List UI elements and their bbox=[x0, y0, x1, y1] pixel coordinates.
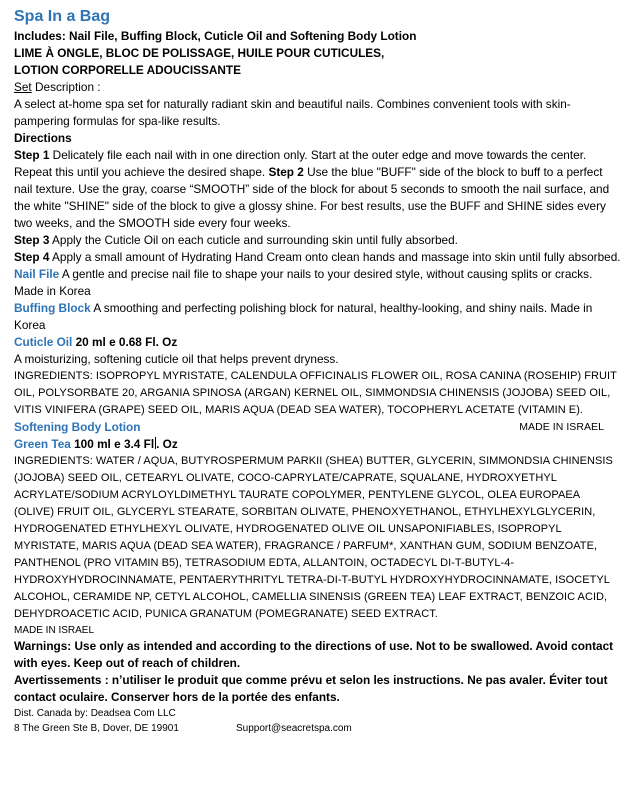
includes-english: Includes: Nail File, Buffing Block, Cuticle Oil and Softening Body Lotion bbox=[14, 29, 417, 43]
includes-french-line-1: LIME À ONGLE, BLOC DE POLISSAGE, HUILE POUR CUTICULES, bbox=[14, 46, 385, 60]
warning-english: Warnings: Use only as intended and according to the directions of use. Not to be swallowed. Avoid contact with eyes. Keep out of reach of children. bbox=[14, 639, 614, 670]
step1-label: Step 1 bbox=[14, 148, 50, 162]
cuticle-oil-size: 20 ml e 0.68 Fl. Oz bbox=[72, 335, 178, 349]
distributor: Dist. Canada by: Deadsea Com LLC bbox=[14, 708, 176, 719]
nail-file-label: Nail File bbox=[14, 267, 60, 281]
set-description-heading bbox=[14, 79, 622, 96]
set-label-rest: Description : bbox=[31, 80, 101, 94]
body-lotion-heading: Softening Body Lotion bbox=[14, 420, 141, 434]
support-email: Support@seacretspa.com bbox=[236, 723, 352, 734]
body-lotion-size-b: . Oz bbox=[156, 437, 178, 451]
body-lotion-size-a: 100 ml e 3.4 Fl bbox=[70, 437, 155, 451]
cuticle-oil-origin: MADE IN ISRAEL bbox=[519, 421, 604, 433]
address: 8 The Green Ste B, Dover, DE 19901 bbox=[14, 723, 179, 734]
body-lotion-origin: MADE IN ISRAEL bbox=[14, 625, 95, 636]
cuticle-oil-label: Cuticle Oil bbox=[14, 335, 73, 349]
steps-1-2 bbox=[14, 147, 622, 232]
body-lotion-scent-line bbox=[14, 436, 622, 453]
set-description: A select at-home spa set for naturally radiant skin and beautiful nails. Combines convenient tools with skin-pampering formulas for spa-like results. bbox=[14, 97, 571, 128]
cuticle-oil-ingredients-text: INGREDIENTS: ISOPROPYL MYRISTATE, CALENDULA OFFICINALIS FLOWER OIL, ROSA CANINA (ROSEHIP) FRUIT OIL, POLYSORBATE 20, ARGANIA SPINOSA (ARGAN) KERNEL OIL, SIMMONDSIA CHINENSIS (JOJOBA) SEED OIL, VITIS VINIFERA (GRAPE) SEED OIL, MARIS AQUA (DEAD SEA WATER), TOCOPHERYL ACETATE (VITAMIN E). bbox=[14, 370, 617, 416]
step1-text: Delicately file each nail with in one direction only. Start at the outer edge and move towards the center. Repeat this until you achieve the desired shape. bbox=[14, 148, 587, 179]
nail-file-section bbox=[14, 266, 622, 300]
nail-file-text: A gentle and precise nail file to shape your nails to your desired style, without causing splits or cracks. Made in Korea bbox=[14, 267, 593, 298]
step2-text: Use the blue "BUFF" side of the block to buff to a perfect nail texture. Use the gray, coarse “SMOOTH” side of the block for about 5 seconds to smooth the nail surface, and the white "SHINE" side of the block to give a glossy shine. For best results, use the BUFF and SHINE sides every two weeks, and the SMOOTH side every four weeks. bbox=[14, 165, 610, 230]
product-title: Spa In a Bag bbox=[14, 8, 111, 25]
set-label: Set bbox=[14, 80, 32, 94]
buffing-block-section bbox=[14, 300, 622, 334]
step2-label: Step 2 bbox=[268, 165, 304, 179]
includes-french-line-2: LOTION CORPORELLE ADOUCISSANTE bbox=[14, 63, 241, 77]
step-3 bbox=[14, 232, 622, 249]
cuticle-oil-description: A moisturizing, softening cuticle oil that helps prevent dryness. bbox=[14, 352, 339, 366]
buffing-block-label: Buffing Block bbox=[14, 301, 91, 315]
body-lotion-ingredients: INGREDIENTS: WATER / AQUA, BUTYROSPERMUM PARKII (SHEA) BUTTER, GLYCERIN, SIMMONDSIA CHINENSIS (JOJOBA) SEED OIL, CETEARYL OLIVATE, COCO-CAPRYLATE/CAPRATE, SQUALANE, HYDROXYETHYL ACRYLATE/SODIUM ACRYLOYLDIMETHYL TAURATE COPOLYMER, PENTYLENE GLYCOL, OLEA EUROPAEA (OLIVE) FRUIT OIL, GLYCERYL STEARATE, SORBITAN OLIVATE, PHENOXYETHANOL, ETHYLHEXYLGLYCERIN, HYDROGENATED ETHYLHEXYL OLIVATE, HYDROGENATED OLIVE OIL UNSAPONIFIABLES, ISOPROPYL MYRISTATE, MARIS AQUA (DEAD SEA WATER), FRAGRANCE / PARFUM*, XANTHAN GUM, SODIUM BENZOATE, PANTHENOL (PRO VITAMIN B5), TETRASODIUM EDTA, ALLANTOIN, OCTADECYL DI-T-BUTYL-4-HYDROXYHYDROCINNAMATE, PENTAERYTHRITYL TETRA-DI-T-BUTYL HYDROXYHYDROCINNAMATE, ISOCETYL ALCOHOL, CERAMIDE NP, CETYL ALCOHOL, CAMELLIA SINENSIS (GREEN TEA) LEAF EXTRACT, BENZOIC ACID, DEHYDROACETIC ACID, PUNICA GRANATUM (POMEGRANATE) SEED EXTRACT. bbox=[14, 455, 613, 620]
step4-text: Apply a small amount of Hydrating Hand Cream onto clean hands and massage into skin until fully absorbed. bbox=[49, 250, 621, 264]
step3-label: Step 3 bbox=[14, 233, 50, 247]
buffing-block-text: A smoothing and perfecting polishing block for natural, healthy-looking, and shiny nails. Made in Korea bbox=[14, 301, 593, 332]
directions-heading: Directions bbox=[14, 131, 72, 145]
step4-label: Step 4 bbox=[14, 250, 50, 264]
step-4 bbox=[14, 249, 622, 266]
footer-contact-row bbox=[14, 721, 622, 736]
step3-text: Apply the Cuticle Oil on each cuticle and surrounding skin until fully absorbed. bbox=[49, 233, 458, 247]
cuticle-oil-heading bbox=[14, 334, 622, 351]
warning-french: Avertissements : n’utiliser le produit que comme prévu et selon les instructions. Ne pas avaler. Éviter tout contact oculaire. Conserver hors de la portée des enfants. bbox=[14, 673, 608, 704]
body-lotion-scent: Green Tea bbox=[14, 437, 71, 451]
